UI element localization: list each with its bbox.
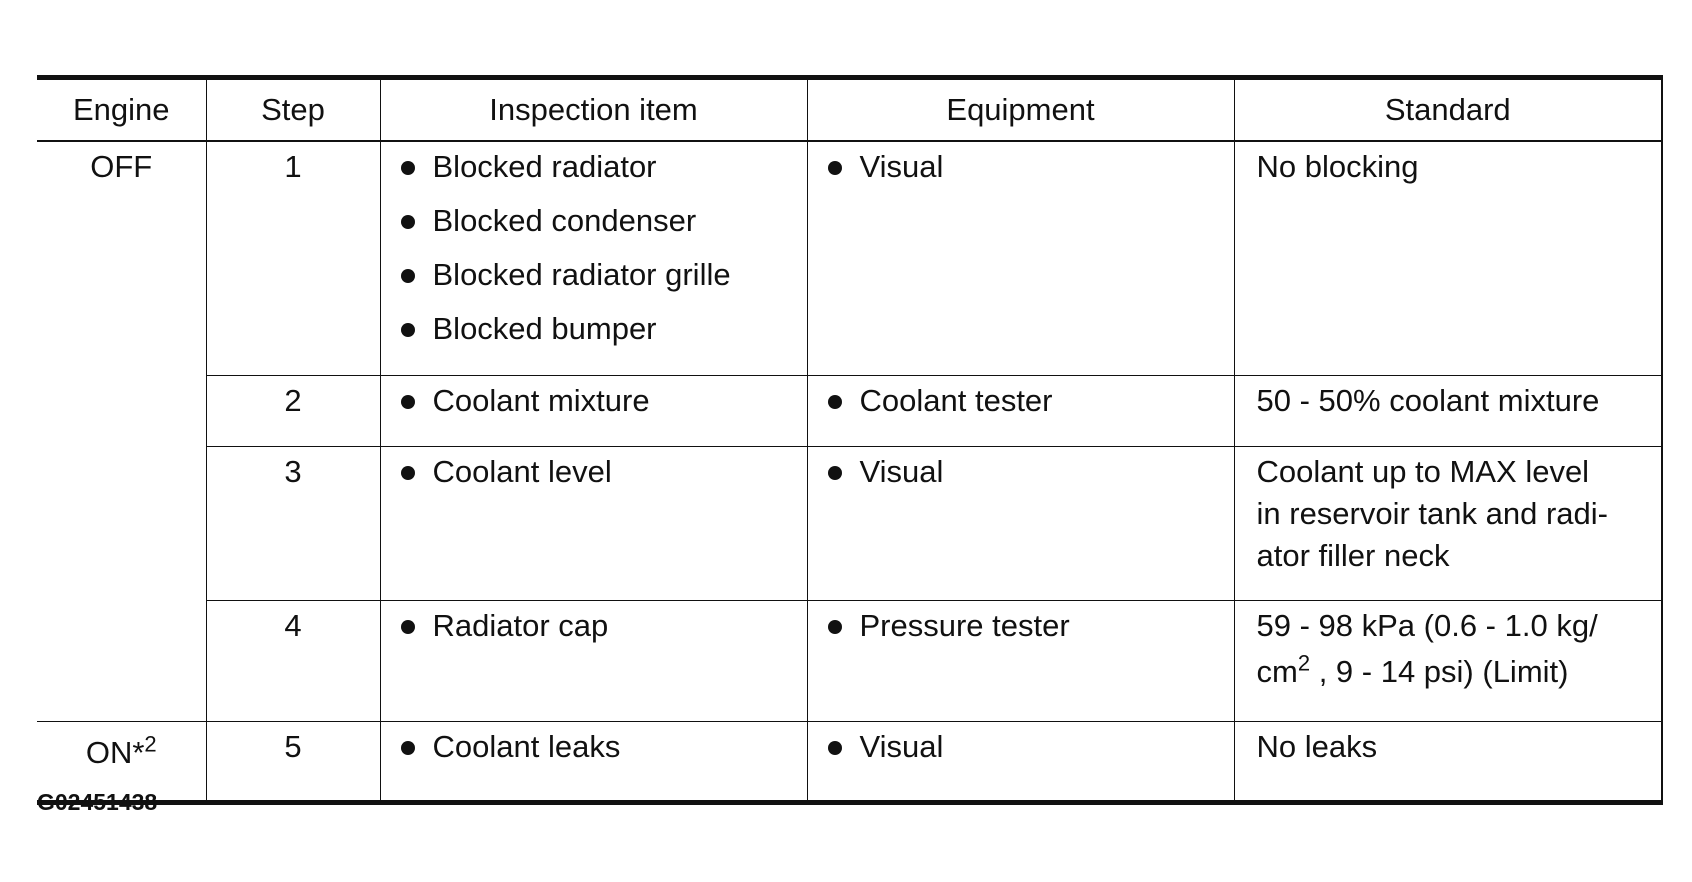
list-item: [401, 254, 797, 296]
step-cell: [206, 601, 380, 722]
list-item: [828, 605, 1224, 647]
standard-text: , 9 - 14 psi) (Limit): [1310, 654, 1569, 689]
header-engine: Engine: [37, 78, 206, 142]
standard-text: No blocking: [1256, 149, 1419, 184]
list-item: [401, 308, 797, 350]
header-step: Step: [206, 78, 380, 142]
standard-line: ator filler neck: [1256, 538, 1450, 573]
table-row: [37, 447, 1662, 601]
standard-cell: [1234, 722, 1662, 803]
list-item: [401, 451, 797, 493]
engine-state: OFF: [90, 149, 153, 184]
bullet-icon: [401, 395, 415, 409]
list-item: [828, 451, 1224, 493]
standard-line: Coolant up to MAX level: [1256, 454, 1590, 489]
bullet-icon: [401, 323, 415, 337]
table-row: [37, 141, 1662, 376]
inspection-item-text: Coolant leaks: [432, 729, 621, 764]
step-number: 1: [284, 149, 302, 184]
bullet-icon: [401, 466, 415, 480]
bullet-icon: [401, 620, 415, 634]
equipment-text: Coolant tester: [859, 383, 1053, 418]
step-cell: [206, 722, 380, 803]
inspection-item-text: Coolant level: [432, 454, 612, 489]
equipment-cell: [807, 141, 1234, 376]
bullet-icon: [828, 620, 842, 634]
standard-cell: [1234, 376, 1662, 447]
engine-state: ON*: [85, 735, 145, 770]
list-item: [401, 726, 797, 768]
list-item: [401, 605, 797, 647]
standard-line: in reservoir tank and radi-: [1256, 496, 1608, 531]
step-cell: [206, 141, 380, 376]
table-row: [37, 601, 1662, 722]
step-number: 3: [284, 454, 302, 489]
bullet-icon: [401, 161, 415, 175]
inspection-item-text: Blocked bumper: [432, 311, 657, 346]
equipment-text: Visual: [859, 729, 944, 764]
inspection-item-cell: [380, 722, 807, 803]
standard-cell: [1234, 141, 1662, 376]
inspection-item-text: Radiator cap: [432, 608, 609, 643]
step-cell: [206, 447, 380, 601]
standard-line: 59 - 98 kPa (0.6 - 1.0 kg/: [1256, 608, 1598, 643]
standard-unit: cm: [1256, 654, 1298, 689]
inspection-item-cell: [380, 447, 807, 601]
bullet-icon: [828, 161, 842, 175]
bullet-icon: [401, 741, 415, 755]
inspection-item-text: Blocked radiator: [432, 149, 657, 184]
bullet-icon: [401, 269, 415, 283]
figure-id: G02451438: [37, 789, 158, 815]
equipment-cell: [807, 447, 1234, 601]
equipment-cell: [807, 722, 1234, 803]
inspection-item-text: Blocked radiator grille: [432, 257, 731, 292]
inspection-table-container: [37, 75, 1662, 805]
step-cell: [206, 376, 380, 447]
standard-text: No leaks: [1256, 729, 1378, 764]
bullet-icon: [828, 741, 842, 755]
table-row: [37, 722, 1662, 803]
standard-line: [1257, 651, 1650, 693]
inspection-item-cell: [380, 141, 807, 376]
superscript: 2: [144, 731, 157, 757]
inspection-item-text: Blocked condenser: [432, 203, 697, 238]
standard-cell: [1234, 601, 1662, 722]
equipment-cell: [807, 601, 1234, 722]
bullet-icon: [401, 215, 415, 229]
superscript: 2: [1297, 650, 1311, 676]
standard-cell: [1234, 447, 1662, 601]
list-item: [828, 380, 1224, 422]
list-item: [401, 146, 797, 188]
bullet-icon: [828, 395, 842, 409]
equipment-text: Visual: [859, 149, 944, 184]
inspection-item-text: Coolant mixture: [432, 383, 650, 418]
step-number: 5: [284, 729, 302, 764]
list-item: [401, 200, 797, 242]
standard-text: 50 - 50% coolant mixture: [1256, 383, 1600, 418]
table-row: [37, 376, 1662, 447]
list-item: [401, 380, 797, 422]
list-item: [828, 726, 1224, 768]
header-row: [37, 78, 1662, 142]
list-item: [828, 146, 1224, 188]
equipment-cell: [807, 376, 1234, 447]
equipment-text: Pressure tester: [859, 608, 1070, 643]
step-number: 2: [284, 383, 302, 418]
inspection-item-cell: [380, 376, 807, 447]
engine-off-cell: [37, 141, 206, 722]
inspection-table: [37, 75, 1663, 805]
step-number: 4: [284, 608, 302, 643]
header-equipment: Equipment: [807, 78, 1234, 142]
inspection-item-cell: [380, 601, 807, 722]
bullet-icon: [828, 466, 842, 480]
header-inspection-item: Inspection item: [380, 78, 807, 142]
header-standard: Standard: [1234, 78, 1662, 142]
equipment-text: Visual: [859, 454, 944, 489]
